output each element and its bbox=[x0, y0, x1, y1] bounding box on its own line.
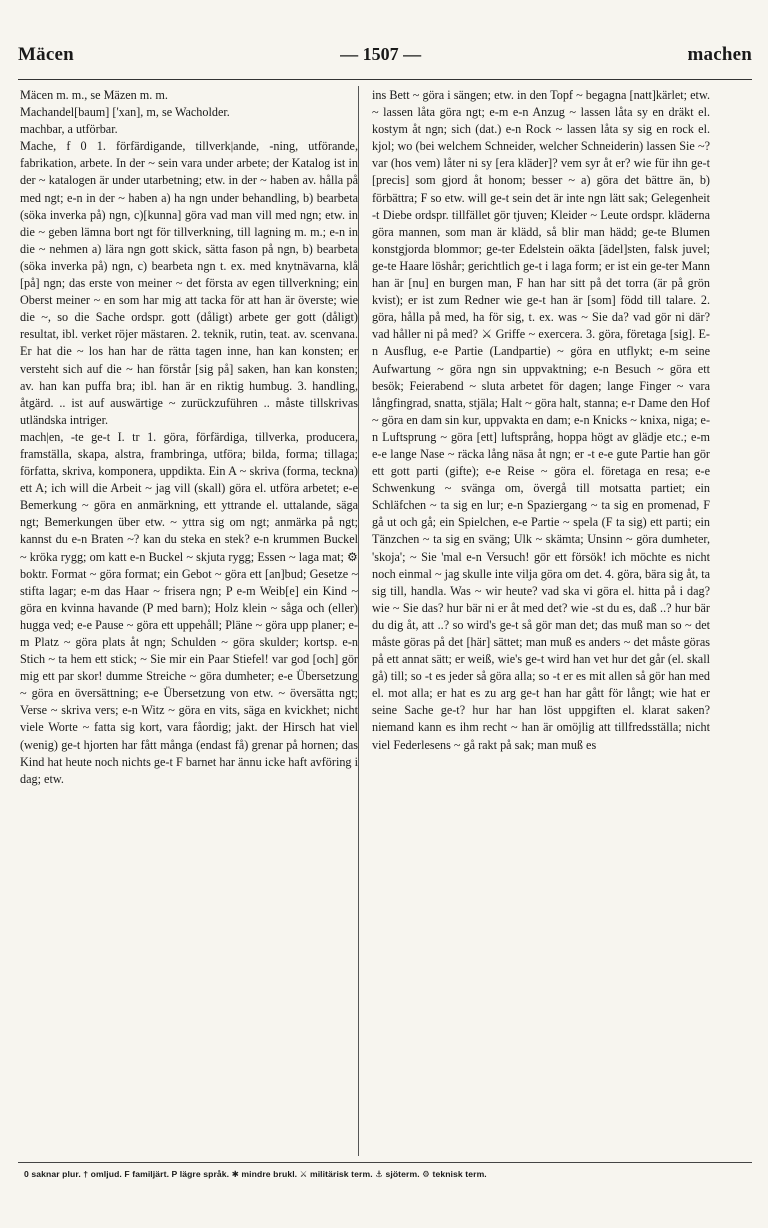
page-header bbox=[18, 44, 752, 74]
left-running-headword: Mäcen bbox=[18, 44, 74, 65]
dictionary-entry-mache: Mache, f 0 1. förfärdigande, tillverk|ande, -ning, utförande, fabrikation, arbete. In der ~ sein vara under arbete; der Katalog ist in der ~ katalogen är under utarbetning; etw. in der ~ haben av. hålla på med ngt; e-n in der ~ haben a) ha ngn under behandling, b) bearbeta (söka inverka på) ngn, c)[kunna] göra vad man vill med ngn; etw. in die ~ geben lämna bort ngt för tillverkning, till lagning m. m.; e-n in die ~ nehmen a) lära ngn gott skick, sätta fason på ngn, b) bearbeta (söka inverka på) ngn, c) bearbeta ngn t. ex. med knytnävarna, klå [på] ngn; das erste von meiner ~ det första av egen tillverkning; ein Oberst meiner ~ en som har mig att tacka för att han är överste; wie die ~, so die Sache ordspr. gott (dåligt) arbete ger gott (dåligt) resultat, ibl. verket röjer mästaren. 2. teknik, rutin, teat. av. scenvana. Er hat die ~ los han har de rätta tagen inne, han kan konsten; er versteht sich auf die ~ han förstår [sig på] saken, han kan konsten; av. han kan puffa bra; ibl. han är en riktig humbug. 3. handling, åtgärd. .. ist auf auswärtige ~ zurückzuführen .. måste tillskrivas utländska intriger. bbox=[20, 139, 358, 427]
header-rule bbox=[18, 79, 752, 80]
dictionary-entry-machandel: Machandel[baum] ['xan], m, se Wacholder. bbox=[20, 105, 230, 120]
dictionary-entry-machen-continued: ins Bett ~ göra i sängen; etw. in den Topf ~ begagna [natt]kärlet; etw. ~ lassen låta göra ngt; e-m e-n Anzug ~ lassen låta sy en dräkt el. kostym åt ngn; sich (dat.) e-n Rock ~ lassen låta sy sig en rock el. kjol; wo (bei welchem Schneider, welcher Schneiderin) lassen Sie ~? var (hos vem) låter ni sy [era kläder]? vem syr åt er? wie für ihn ge-t [precis] som gjord åt honom; besser ~ a) göra det bättre än, b) förbättra; F so etw. will ge-t sein det är inte ngn lätt sak; Gelegenheit -t Diebe ordspr. tillfället gör tjuven; Kleider ~ Leute ordspr. kläderna göra mannen, som man är klädd, så blir man hädd; ge-te Blumen konstgjorda blommor; ge-ter Edelstein oäkta [ädel]sten, falsk juvel; ge-te Haare löshår; gerichtlich ge-t i laga form; er ist ein ge-ter Mann han är [nu] en burgen man, F han har sitt på det torra (är på grön kvist); er ist zum Redner wie ge-t han är [som] född till talare. 2. göra, hålla på med, ha för sig, t. ex. was ~ Sie da? vad gör ni där? vad håller ni på med? ⚔ Griffe ~ exercera. 3. göra, företaga [sig]. E-n Ausflug, e-e Partie (Landpartie) ~ göra en utflykt; e-m seine Aufwartung ~ göra ngn sin uppvaktning; e-n Besuch ~ göra ett besök; Feierabend ~ sluta arbetet för dagen; lange Finger ~ vara långfingrad, snatta, stjäla; Halt ~ göra halt, stanna; e-r Dame den Hof ~ göra en dam sin kur, uppvakta en dam; e-n Knicks ~ knixa, niga; e-n Luftsprung ~ göra [ett] luftsprång, hoppa högt av glädje etc.; e-m e-e lange Nase ~ räcka lång näsa åt ngn; er -t e-e gute Partie han gör ett gott parti (gifte); e-e Reise ~ göra el. företaga en resa; e-e Schwenkung ~ svänga om, övergå till motsatta partiet; ein Schläfchen ~ ta sig en lur; e-n Spaziergang ~ ta sig en promenad, F gå ut och gå; ein Spielchen, e-e Partie ~ spela (F ta sig) ett parti; ein Tänzchen ~ ta sig en sväng; Ulk ~ skämta; Unsinn ~ göra dumheter, 'skoja'; ~ Sie 'mal e-n Versuch! gör ett försök! ich möchte es nicht noch einmal ~ jag skulle inte vilja göra om det. 4. göra, bära sig åt, ta sig till, handla. Was ~ wir heute? vad ska vi göra el. hitta på i dag? wie ~ Sie das? hur bär ni er åt med det? wie -st du es, daß ..? hur bär du dig åt, att ..? so wird's ge-t så gör man det; das muß man so ~ det måste göras på det [här] sättet; man muß es anders ~ det måste göras på ett annat sätt; er weiß, wie's ge-t wird han vet hur det går (el. skall gå) till; so -t es jeder så göra alla; so -t er es mit allen så gör han med el. mot alla; er hat es zu arg ge-t han har gått för långt; wie hat er seine Sache ge-t? hur har han löst uppgiften el. klarat saken? niemand kann es ihm recht ~ han är omöjlig att tillfredsställa; nicht viel Federlesens ~ gå rakt på sak; man muß es bbox=[372, 88, 710, 752]
abbreviation-legend: 0 saknar plur. † omljud. F familjärt. P lägre språk. ✱ mindre brukl. ⚔ militärisk term. ⚓ sjöterm. ⚙ teknisk term. bbox=[24, 1169, 487, 1179]
dictionary-entry-maecen: Mäcen m. m., se Mäzen m. m. bbox=[20, 88, 168, 102]
dictionary-entry-machbar: machbar, a utförbar. bbox=[20, 122, 118, 137]
column-divider bbox=[358, 86, 359, 1156]
footer-rule bbox=[18, 1162, 752, 1163]
dictionary-entry-machen: mach|en, -te ge-t I. tr 1. göra, förfärdiga, tillverka, producera, framställa, skapa, alstra, frambringa, utföra; bilda, forma; tillaga; författa, skriva, komponera, uppdikta. Ein A ~ skriva (forma, teckna) ett A; ich will die Arbeit ~ jag vill (skall) göra el. utföra arbetet; e-e Bemerkung ~ göra en anmärkning, ett yttrande el. uttalande, säga ngt; Bemerkungen über etw. ~ yttra sig om ngt; anmärka på ngt; kannst du e-n Braten ~? kan du steka en stek? e-n krummen Buckel ~ kröka rygg; om katt e-n Buckel ~ skjuta rygg; Essen ~ laga mat; ⚙ boktr. Format ~ göra format; ein Gebot ~ göra ett [an]bud; Gesetze ~ stifta lagar; e-m das Haar ~ frisera ngn; P e-m Weib[e] ein Kind ~ göra en kvinna havande (P med barn); Holz klein ~ såga och (eller) hugga ved; e-e Pause ~ göra ett uppehåll; Pläne ~ göra upp planer; e-m Platz ~ göra plats åt ngn; Schulden ~ göra skulder; kortsp. e-n Stich ~ ta hem ett stick; ~ Sie mir ein Paar Stiefel! var god [och] gör mig ett par skor! dumme Streiche ~ göra dumheter; e-e Übersetzung ~ göra en översättning; e-e Übersetzung von etw. ~ översätta ngt; Verse ~ skriva vers; e-n Witz ~ göra en vits, säga en kvickhet; nicht viele Worte ~ fatta sig kort, vara fåordig; jakt. der Hirsch hat viel (wenig) ge-t hjorten har fått många (endast få) grenar på hornen; das Kind hat heute noch nichts ge-t F barnet har ännu icke haft avföring i dag; etw. bbox=[20, 429, 358, 786]
left-column bbox=[20, 87, 358, 788]
page-number: — 1507 — bbox=[340, 44, 422, 64]
right-running-headword: machen bbox=[687, 44, 752, 65]
right-column bbox=[372, 87, 710, 754]
